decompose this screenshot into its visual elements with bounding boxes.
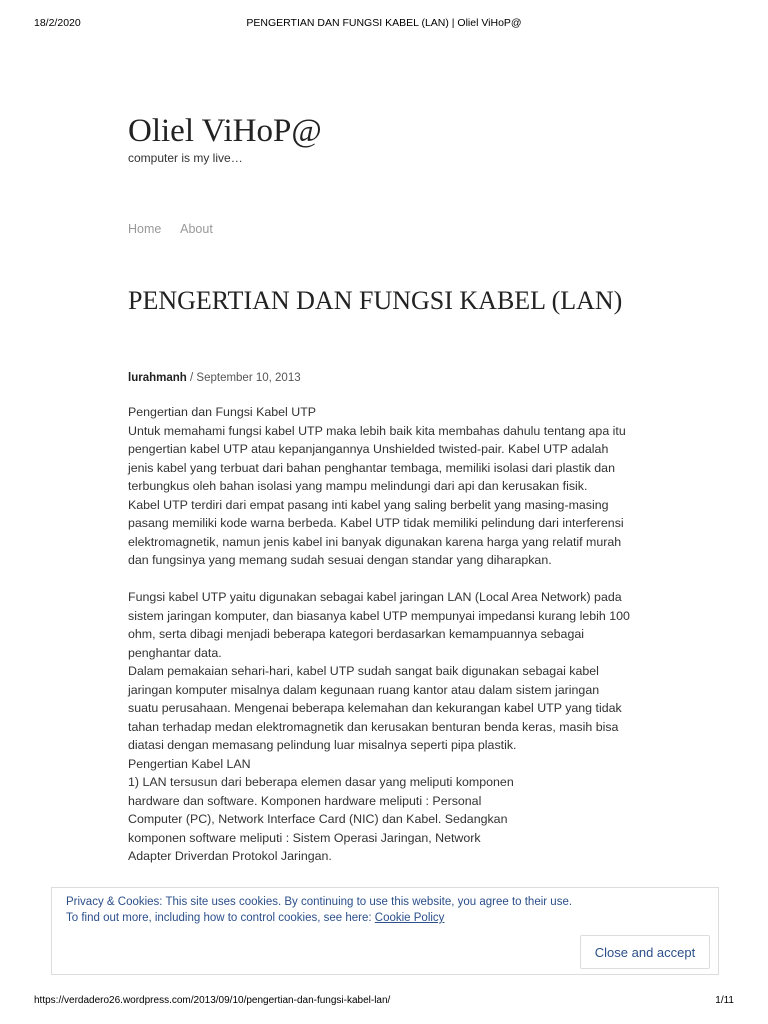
cookie-banner xyxy=(51,887,719,975)
print-date: 18/2/2020 xyxy=(34,17,81,29)
post-content xyxy=(128,403,648,903)
print-header xyxy=(0,17,768,31)
cookie-notice-line2 xyxy=(66,910,596,926)
close-and-accept-button[interactable]: Close and accept xyxy=(580,935,710,969)
post-paragraph: Pengertian dan Fungsi Kabel UTP Untuk memahami fungsi kabel UTP maka lebih baik kita membahas dahulu tentang apa itu pengertian kabel UTP atau kepanjangannya Unshielded twisted-pair. Kabel UTP adalah jenis kabel yang terbuat dari bahan penghantar tembaga, memiliki isolasi dari plastik dan terbungkus oleh bahan isolasi yang mampu melindungi dari api dan kerusakan fisik. Kabel UTP terdiri dari empat pasang inti kabel yang saling berbelit yang masing-masing pasang memiliki kode warna berbeda. Kabel UTP tidak memiliki pelindung dari interferensi elektromagnetik, namun jenis kabel ini banyak digunakan karena harga yang relatif murah dan fungsinya yang memang sudah sesuai dengan standar yang diharapkan. xyxy=(128,405,626,567)
cookie-notice-text xyxy=(66,894,596,926)
post-author-link[interactable]: lurahmanh xyxy=(128,372,187,384)
post-title: PENGERTIAN DAN FUNGSI KABEL (LAN) xyxy=(128,286,623,315)
print-url: https://verdadero26.wordpress.com/2013/09/10/pengertian-dan-fungsi-kabel-lan/ xyxy=(34,995,391,1006)
nav-item-about[interactable]: About xyxy=(180,222,213,236)
post-meta xyxy=(128,372,301,384)
main-nav xyxy=(128,222,229,236)
site-tagline: computer is my live… xyxy=(128,151,243,165)
print-page-number: 1/11 xyxy=(715,995,734,1006)
cookie-policy-link[interactable]: Cookie Policy xyxy=(374,912,445,924)
cookie-notice-line1: Privacy & Cookies: This site uses cookies. By continuing to use this website, you agree to their use. xyxy=(66,896,573,908)
post-paragraph: Fungsi kabel UTP yaitu digunakan sebagai kabel jaringan LAN (Local Area Network) pada sistem jaringan komputer, dan biasanya kabel UTP mempunyai impedansi kurang lebih 100 ohm, serta dibagi menjadi beberapa kategori berdasarkan kemampuannya sebagai penghantar data. Dalam pemakaian sehari-hari, kabel UTP sudah sangat baik digunakan sebagai kabel jaringan komputer misalnya dalam kegunaan ruang kantor atau dalam sistem jaringan suatu perusahaan. Mengenai beberapa kelemahan dan kekurangan kabel UTP yang tidak tahan terhadap medan elektromagnetik dan kerusakan benturan benda keras, masih bisa diatasi dengan memasang pelindung luar misalnya seperti pipa plastik. Pengertian Kabel LAN 1) LAN tersusun dari beberapa elemen dasar yang meliputi komponen hardware dan software. Komponen hardware meliputi : Personal Computer (PC), Network Interface Card (NIC) dan Kabel. Sedangkan komponen software meliputi : Sistem Operasi Jaringan, Network Adapter Driverdan Protokol Jaringan. xyxy=(128,590,630,863)
cookie-notice-line2-text: To find out more, including how to control cookies, see here: xyxy=(66,912,375,924)
nav-item-home[interactable]: Home xyxy=(128,222,162,236)
print-page-title: PENGERTIAN DAN FUNGSI KABEL (LAN) | Oliel ViHoP@ xyxy=(246,17,522,29)
site-title[interactable]: Oliel ViHoP@ xyxy=(128,113,322,149)
meta-separator: / xyxy=(190,372,194,384)
post-date: September 10, 2013 xyxy=(196,372,301,384)
print-footer xyxy=(0,995,768,1009)
